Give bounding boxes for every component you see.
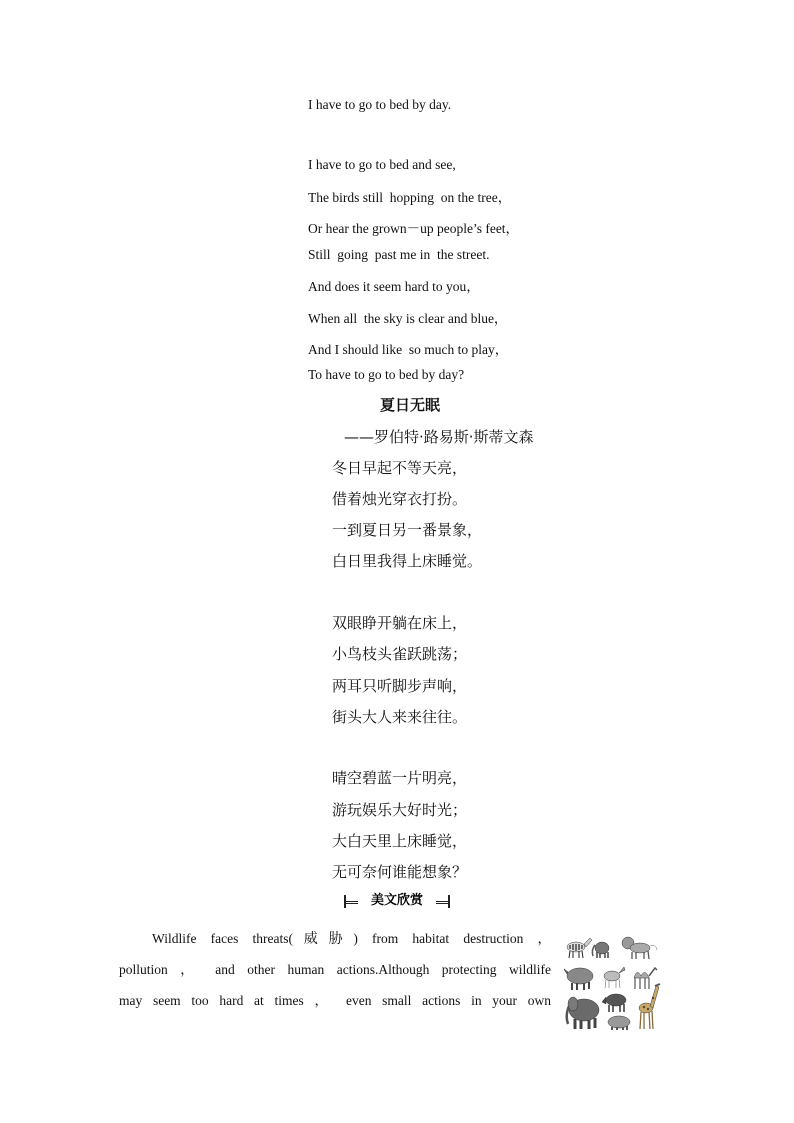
poem-line-zh: 冬日早起不等天亮， [332,459,468,477]
wild-animals-collage-icon [564,934,664,1030]
hippo-icon [608,1016,630,1030]
poem-line-zh: 两耳只听脚步声响， [332,677,468,695]
elephant-icon [592,942,609,958]
annotation-cn: 威胁 [292,931,354,947]
poem-line-zh: 大白天里上床睡觉， [332,832,468,850]
poem-line: When all the sky is clear and blue， [308,311,508,326]
article-line: pollution ， and other human actions.Although protecting wildlife [119,962,551,977]
poem-line-zh: 借着烛光穿衣打扮。 [332,490,468,508]
poem-line-zh: 白日里我得上床睡觉。 [332,552,483,570]
poem-line: Or hear the grown－up people’s feet， [308,221,520,236]
poem-line: I have to go to bed and see, [308,157,456,172]
poem-line-zh: 游玩娱乐大好时光； [332,801,468,819]
rhino-icon [564,968,593,990]
poem-line-zh: 双眼睁开躺在床上， [332,614,468,632]
poem-line-zh: 无可奈何谁能想象？ [332,863,468,881]
poem-line: Still going past me in the street. [308,247,490,262]
camel-icon [634,968,657,989]
poem-line-zh: 小鸟枝头雀跃跳荡； [332,645,468,663]
poem-title: 夏日无眠 [380,396,441,414]
poem-line: To have to go to bed by day? [308,367,465,382]
antelope-icon [604,967,625,988]
article-line: Wildlife faces threats(威胁) from habitat destruction ， [152,931,551,947]
poem-line-zh: 晴空碧蓝一片明亮， [332,769,468,787]
poem-line: And does it seem hard to you， [308,279,480,294]
poem-line: The birds still hopping on the tree， [308,190,512,205]
zebra-icon [567,938,592,958]
lion-icon [622,937,657,959]
poem-author: ——罗伯特·路易斯·斯蒂文森 [344,428,534,446]
section-label: 美文欣赏 [358,892,436,910]
article-line: may seem too hard at times ， even small actions in your own [119,993,551,1008]
poem-line-zh: 街头大人来来往往。 [332,708,468,726]
poem-line-zh: 一到夏日另一番景象， [332,521,483,539]
elephant-icon [567,997,599,1029]
poem-line: I have to go to bed by day. [308,97,452,112]
section-header [344,892,450,910]
wildebeest-icon [602,994,626,1012]
giraffe-icon [639,984,660,1029]
poem-line: And I should like so much to play， [308,342,509,357]
